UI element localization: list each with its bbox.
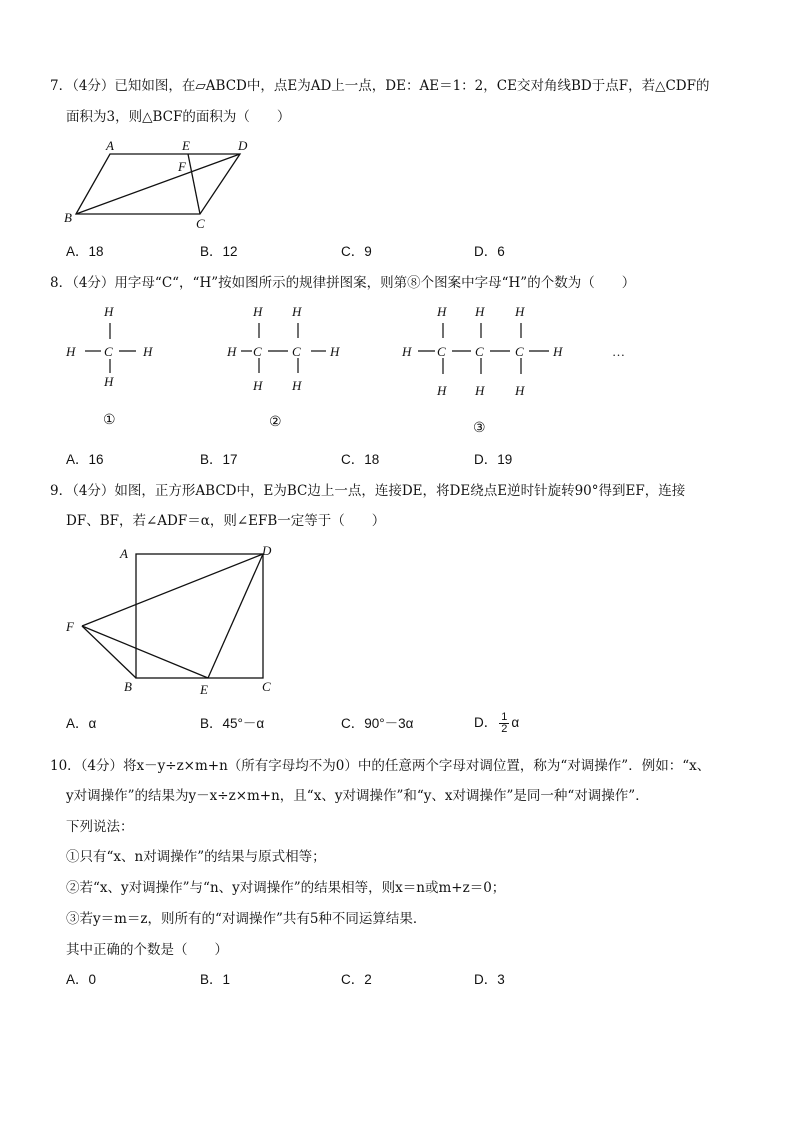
q9-square-figure [60, 540, 290, 700]
q9-option-a[interactable]: A．α [66, 716, 97, 731]
q8-caption-3: ③ [473, 421, 486, 436]
q8-option-d[interactable]: D．19 [474, 452, 513, 467]
q7-stem-line2: 面积为3，则△BCF的面积为（ ） [66, 109, 291, 125]
q9-stem-line2: DF、BF，若∠ADF＝α，则∠EFB一定等于（ ） [66, 513, 386, 529]
q9-option-b[interactable]: B．45°－α [200, 716, 265, 731]
q10-option-d[interactable]: D．3 [474, 972, 505, 987]
q9-option-d-prefix: D． [474, 715, 498, 730]
q8-pattern-figure [56, 298, 646, 443]
q8-stem: 8．（4分）用字母“C“，“H”按如图所示的规律拼图案，则第⑧个图案中字母“H”的个数为（ ） [50, 275, 636, 291]
q7-option-a[interactable]: A．18 [66, 244, 104, 259]
q8-atom-h: H [66, 344, 76, 359]
q9-label-b: B [124, 679, 132, 694]
q8-atom-h: H [437, 383, 447, 398]
q10-intro: 下列说法： [66, 819, 134, 835]
q8-atom-c: C [104, 344, 113, 359]
q10-option-a[interactable]: A．0 [66, 972, 97, 987]
q8-atom-h: H [253, 378, 263, 393]
q10-stem-line2: y对调操作”的结果为y－x÷z×m+n，且“x、y对调操作”和“y、x对调操作”是同一种“对调操作”． [66, 788, 649, 804]
q8-atom-c: C [475, 344, 484, 359]
q10-option-b[interactable]: B．1 [200, 972, 231, 987]
q9-label-e: E [200, 682, 208, 697]
q9-label-a: A [120, 546, 128, 561]
q9-option-d-fraction [499, 712, 509, 735]
q9-fraction-numerator: 1 [501, 710, 508, 723]
q9-option-d-alpha: α [511, 715, 520, 730]
q9-label-c: C [262, 679, 271, 694]
q9-label-f: F [66, 619, 74, 634]
q8-atom-h: H [292, 378, 302, 393]
q8-atom-h: H [253, 304, 263, 319]
q10-statement-1: ①只有“x、n对调操作”的结果与原式相等； [66, 849, 326, 865]
q10-option-c[interactable]: C．2 [341, 972, 372, 987]
q7-label-d: D [238, 138, 248, 153]
q7-option-b[interactable]: B．12 [200, 244, 238, 259]
q8-atom-c: C [515, 344, 524, 359]
q9-option-c[interactable]: C．90°－3α [341, 716, 414, 731]
q7-parallelogram-figure [60, 136, 260, 232]
q8-atom-h: H [292, 304, 302, 319]
q8-atom-h: H [553, 344, 563, 359]
q7-option-d[interactable]: D．6 [474, 244, 505, 259]
q7-label-b: B [64, 210, 72, 225]
q8-atom-h: H [475, 304, 485, 319]
q7-stem-line1: 7．（4分）已知如图，在▱ABCD中，点E为AD上一点，DE：AE＝1：2，CE交对角线BD于点F，若△CDF的 [50, 78, 710, 94]
q9-option-d[interactable] [474, 708, 519, 738]
q10-statement-2: ②若“x、y对调操作”与“n、y对调操作”的结果相等，则x＝n或m+z＝0； [66, 880, 506, 896]
q9-label-d: D [262, 543, 272, 558]
q8-atom-h: H [104, 374, 114, 389]
q8-atom-h: H [515, 304, 525, 319]
q10-statement-3: ③若y＝m＝z，则所有的“对调操作”共有5种不同运算结果． [66, 911, 427, 927]
q7-label-e: E [182, 138, 190, 153]
q8-ellipsis: … [612, 344, 625, 359]
q8-atom-h: H [437, 304, 447, 319]
q7-label-a: A [106, 138, 114, 153]
q10-stem-line1: 10．（4分）将x－y÷z×m+n（所有字母均不为0）中的任意两个字母对调位置，称为“对调操作”．例如：“x、 [50, 758, 711, 774]
q8-atom-c: C [253, 344, 262, 359]
q8-atom-h: H [104, 304, 114, 319]
q7-option-c[interactable]: C．9 [341, 244, 372, 259]
q8-caption-2: ② [269, 415, 282, 430]
q8-atom-h: H [475, 383, 485, 398]
q7-label-f: F [178, 159, 186, 174]
q7-label-c: C [196, 216, 205, 231]
q8-atom-h: H [402, 344, 412, 359]
q8-atom-h: H [330, 344, 340, 359]
q9-fraction-denominator: 2 [501, 722, 508, 735]
q8-atom-h: H [227, 344, 237, 359]
q8-atom-c: C [292, 344, 301, 359]
q8-option-b[interactable]: B．17 [200, 452, 238, 467]
q8-atom-h: H [515, 383, 525, 398]
q8-atom-h: H [143, 344, 153, 359]
q8-option-a[interactable]: A．16 [66, 452, 104, 467]
q8-atom-c: C [437, 344, 446, 359]
q10-question: 其中正确的个数是（ ） [66, 942, 228, 958]
q8-option-c[interactable]: C．18 [341, 452, 380, 467]
q9-stem-line1: 9．（4分）如图，正方形ABCD中，E为BC边上一点，连接DE，将DE绕点E逆时针旋转90°得到EF，连接 [50, 483, 686, 499]
q8-caption-1: ① [103, 413, 116, 428]
